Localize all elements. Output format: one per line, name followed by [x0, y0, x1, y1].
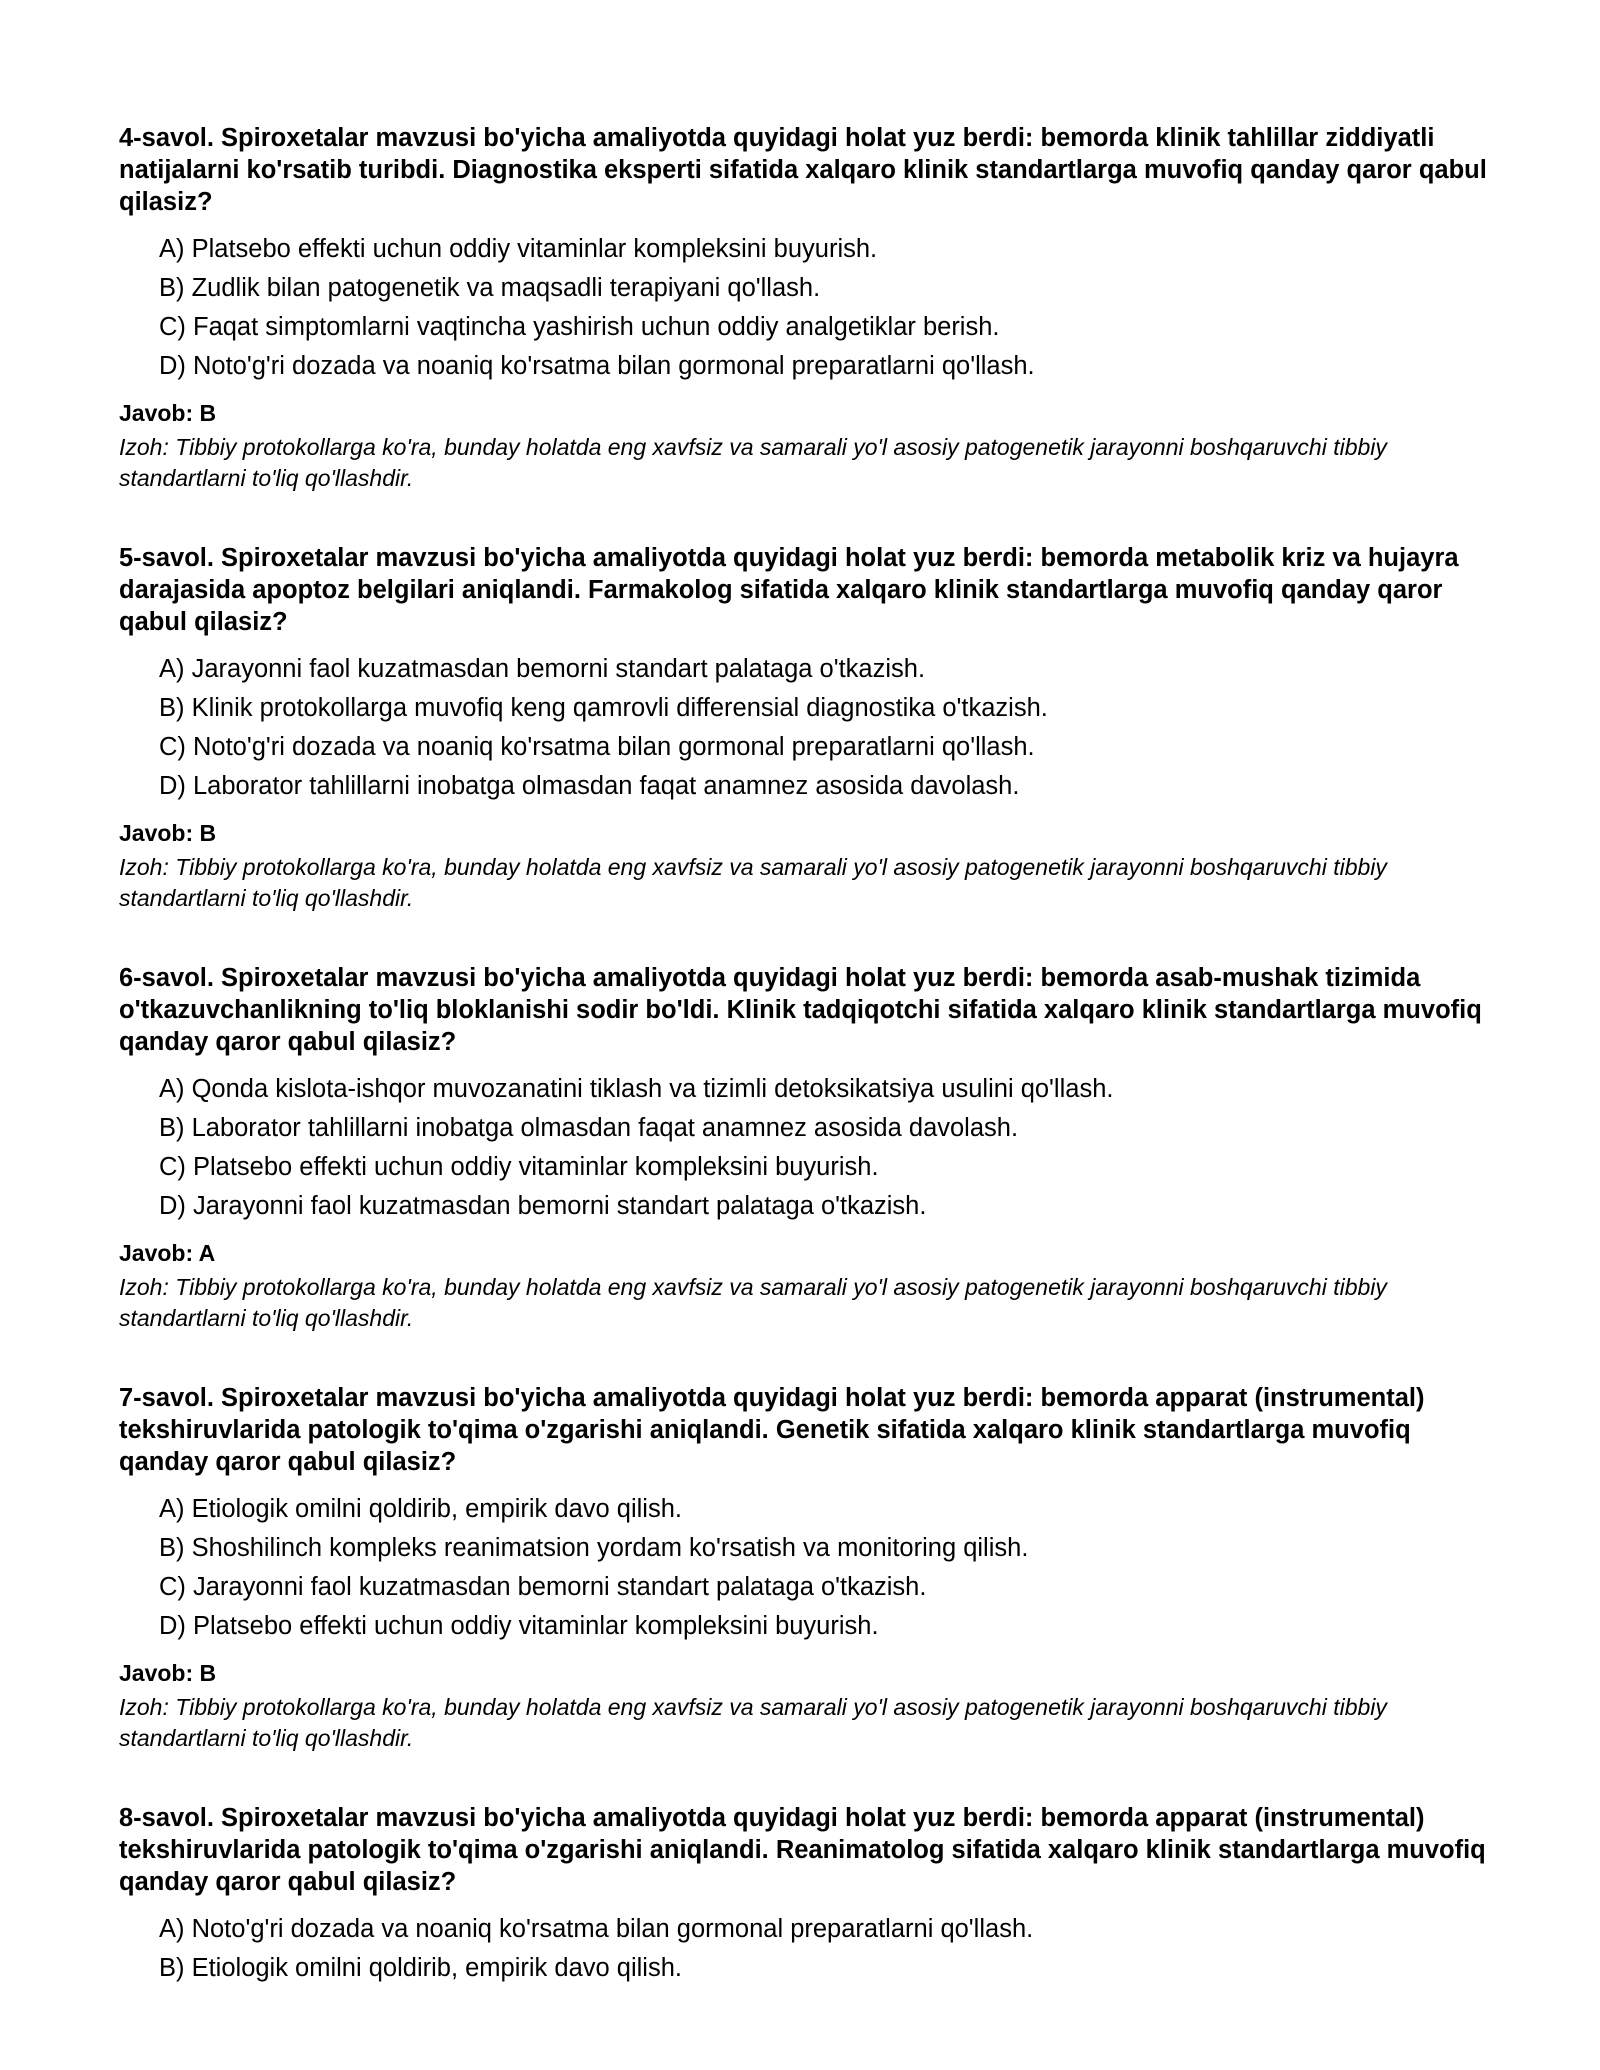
- question-title: 7-savol. Spiroxetalar mavzusi bo'yicha amaliyotda quyidagi holat yuz berdi: bemorda apparat (instrumental) tekshiruvlarida patologik to'qima o'zgarishi aniqlandi. Genetik sifatida xalqaro klinik standartlarga muvofiq qanday qaror qabul qilasiz?: [119, 1384, 1425, 1476]
- question-title: 4-savol. Spiroxetalar mavzusi bo'yicha amaliyotda quyidagi holat yuz berdi: bemorda klinik tahlillar ziddiyatli natijalarni ko'rsatib turibdi. Diagnostika eksperti sifatida xalqaro klinik standartlarga muvofiq qanday qaror qabul qilasiz?: [119, 124, 1487, 216]
- option-b: B) Laborator tahlillarni inobatga olmasdan faqat anamnez asosida davolash.: [159, 1114, 1019, 1142]
- answer-label: Javob: A: [119, 1240, 216, 1266]
- question-title: 5-savol. Spiroxetalar mavzusi bo'yicha amaliyotda quyidagi holat yuz berdi: bemorda metabolik kriz va hujayra darajasida apoptoz belgilari aniqlandi. Farmakolog sifatida xalqaro klinik standartlarga muvofiq qanday qaror qabul qilasiz?: [119, 544, 1459, 636]
- option-d: D) Platsebo effekti uchun oddiy vitaminlar kompleksini buyurish.: [159, 1612, 879, 1640]
- option-b: B) Shoshilinch kompleks reanimatsion yordam ko'rsatish va monitoring qilish.: [159, 1534, 1029, 1562]
- explanation-note: Izoh: Tibbiy protokollarga ko'ra, bunday holatda eng xavfsiz va samarali yo'l asosiy patogenetik jarayonni boshqaruvchi tibbiy standartlarni to'liq qo'llashdir.: [119, 854, 1387, 911]
- option-b: B) Zudlik bilan patogenetik va maqsadli terapiyani qo'llash.: [159, 274, 821, 302]
- option-a: A) Platsebo effekti uchun oddiy vitaminlar kompleksini buyurish.: [159, 235, 878, 263]
- option-a: A) Qonda kislota-ishqor muvozanatini tiklash va tizimli detoksikatsiya usulini qo'llash.: [159, 1075, 1114, 1103]
- question-8: [119, 1802, 1499, 1988]
- option-a: A) Noto'g'ri dozada va noaniq ko'rsatma bilan gormonal preparatlarni qo'llash.: [159, 1915, 1034, 1943]
- option-b: B) Etiologik omilni qoldirib, empirik davo qilish.: [159, 1954, 682, 1982]
- option-d: D) Laborator tahlillarni inobatga olmasdan faqat anamnez asosida davolash.: [159, 772, 1020, 800]
- option-d: D) Jarayonni faol kuzatmasdan bemorni standart palataga o'tkazish.: [159, 1192, 927, 1220]
- question-6: [119, 962, 1499, 1334]
- answer-label: Javob: B: [119, 820, 217, 846]
- answer-label: Javob: B: [119, 1660, 217, 1686]
- question-title: 6-savol. Spiroxetalar mavzusi bo'yicha amaliyotda quyidagi holat yuz berdi: bemorda asab-mushak tizimida o'tkazuvchanlikning to'liq bloklanishi sodir bo'ldi. Klinik tadqiqotchi sifatida xalqaro klinik standartlarga muvofiq qanday qaror qabul qilasiz?: [119, 964, 1482, 1056]
- question-5: [119, 542, 1499, 914]
- explanation-note: Izoh: Tibbiy protokollarga ko'ra, bunday holatda eng xavfsiz va samarali yo'l asosiy patogenetik jarayonni boshqaruvchi tibbiy standartlarni to'liq qo'llashdir.: [119, 1274, 1387, 1331]
- answer-label: Javob: B: [119, 400, 217, 426]
- option-c: C) Jarayonni faol kuzatmasdan bemorni standart palataga o'tkazish.: [159, 1573, 927, 1601]
- option-c: C) Faqat simptomlarni vaqtincha yashirish uchun oddiy analgetiklar berish.: [159, 313, 1000, 341]
- document-page: [119, 122, 1499, 2036]
- question-4: [119, 122, 1499, 494]
- option-a: A) Jarayonni faol kuzatmasdan bemorni standart palataga o'tkazish.: [159, 655, 926, 683]
- option-a: A) Etiologik omilni qoldirib, empirik davo qilish.: [159, 1495, 682, 1523]
- options-list: [119, 1490, 1499, 1646]
- option-d: D) Noto'g'ri dozada va noaniq ko'rsatma bilan gormonal preparatlarni qo'llash.: [159, 352, 1035, 380]
- options-list: [119, 1070, 1499, 1226]
- explanation-note: Izoh: Tibbiy protokollarga ko'ra, bunday holatda eng xavfsiz va samarali yo'l asosiy patogenetik jarayonni boshqaruvchi tibbiy standartlarni to'liq qo'llashdir.: [119, 434, 1387, 491]
- option-b: B) Klinik protokollarga muvofiq keng qamrovli differensial diagnostika o'tkazish.: [159, 694, 1048, 722]
- options-list: [119, 650, 1499, 806]
- option-c: C) Platsebo effekti uchun oddiy vitaminlar kompleksini buyurish.: [159, 1153, 879, 1181]
- question-title: 8-savol. Spiroxetalar mavzusi bo'yicha amaliyotda quyidagi holat yuz berdi: bemorda apparat (instrumental) tekshiruvlarida patologik to'qima o'zgarishi aniqlandi. Reanimatolog sifatida xalqaro klinik standartlarga muvofiq qanday qaror qabul qilasiz?: [119, 1804, 1486, 1896]
- question-7: [119, 1382, 1499, 1754]
- options-list: [119, 1910, 1499, 1988]
- option-c: C) Noto'g'ri dozada va noaniq ko'rsatma bilan gormonal preparatlarni qo'llash.: [159, 733, 1035, 761]
- options-list: [119, 230, 1499, 386]
- explanation-note: Izoh: Tibbiy protokollarga ko'ra, bunday holatda eng xavfsiz va samarali yo'l asosiy patogenetik jarayonni boshqaruvchi tibbiy standartlarni to'liq qo'llashdir.: [119, 1694, 1387, 1751]
